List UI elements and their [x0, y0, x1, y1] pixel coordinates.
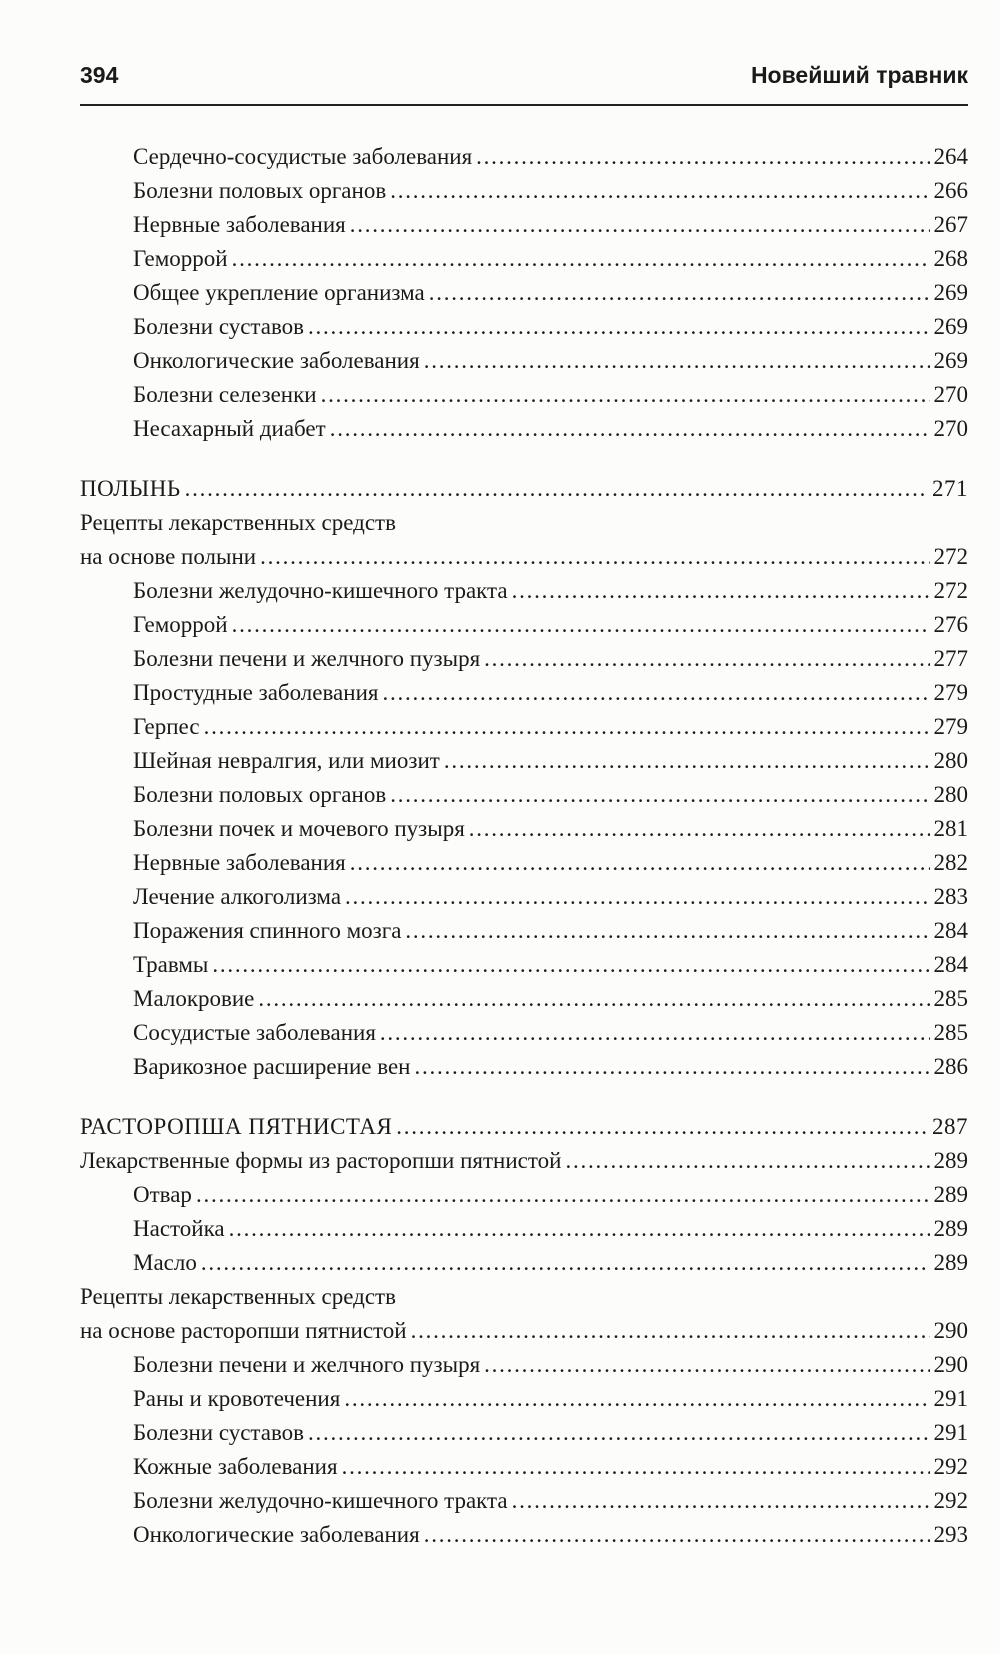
toc-entry-page: 279 [933, 714, 968, 739]
toc-entry-page: 264 [933, 144, 968, 169]
toc-entry-page: 292 [933, 1488, 968, 1513]
toc-entry-page: 276 [933, 612, 968, 637]
dot-leader [390, 174, 929, 208]
toc-entry-polyn-recipes-line1[interactable]: Рецепты лекарственных средств [80, 510, 396, 535]
toc-entry-page: 279 [933, 680, 968, 705]
toc-entry-page: 267 [933, 212, 968, 237]
toc-entry-label: Сердечно-сосудистые заболевания [133, 144, 473, 169]
toc-entry-label: Герпес [133, 714, 200, 739]
dot-leader [424, 1518, 930, 1552]
toc-entry-label: Болезни почек и мочевого пузыря [133, 816, 465, 841]
toc-entry-label: Несахарный диабет [133, 416, 326, 441]
toc-entry-rastoropsha[interactable]: РАСТОРОПША ПЯТНИСТАЯ . . . 287 [80, 1110, 968, 1144]
dot-leader [342, 1450, 930, 1484]
toc-entry-label: Геморрой [133, 612, 228, 637]
toc-entry-page: 285 [933, 1020, 968, 1045]
header-rule [80, 104, 968, 106]
toc-entry-page: 270 [933, 382, 968, 407]
dot-leader [229, 1212, 930, 1246]
toc-entry[interactable] [80, 276, 968, 310]
toc-entry-page: 289 [933, 1216, 968, 1241]
dot-leader [405, 914, 929, 948]
dot-leader [232, 608, 930, 642]
toc-entry[interactable] [80, 378, 968, 412]
toc-entry-page: 280 [933, 748, 968, 773]
toc-entry-page: 281 [933, 816, 968, 841]
toc-entry-label: Болезни селезенки [133, 382, 317, 407]
dot-leader [308, 310, 929, 344]
toc-entry-label: Кожные заболевания [133, 1454, 338, 1479]
dot-leader [330, 412, 930, 446]
toc-entry[interactable] [80, 174, 968, 208]
toc-entry-label: Настойка [133, 1216, 225, 1241]
toc-entry-label: Сосудистые заболевания [133, 1020, 376, 1045]
toc-entry[interactable] [80, 1050, 968, 1084]
dot-leader [232, 242, 930, 276]
toc-entry-label: Варикозное расширение вен [133, 1054, 411, 1079]
toc-entry-label: Болезни желудочно-кишечного тракта [133, 1488, 508, 1513]
dot-leader [484, 1348, 929, 1382]
toc-entry-label: Болезни желудочно-кишечного тракта [133, 578, 508, 603]
toc-entry-page: 282 [933, 850, 968, 875]
toc-entry[interactable] [80, 1178, 968, 1212]
toc-entry-label: Простудные заболевания [133, 680, 379, 705]
toc-entry-label: Шейная невралгия, или миозит [133, 748, 440, 773]
toc-entry-page: 272 [933, 578, 968, 603]
toc-entry[interactable] [80, 914, 968, 948]
toc-entry[interactable] [80, 846, 968, 880]
toc-entry[interactable] [80, 676, 968, 710]
toc-entry-label: Малокровие [133, 986, 255, 1011]
toc-entry[interactable] [80, 1416, 968, 1450]
dot-leader [424, 344, 930, 378]
toc-entry[interactable] [80, 710, 968, 744]
dot-leader [308, 1416, 929, 1450]
toc-entry[interactable] [80, 140, 968, 174]
toc-entry-label: Болезни суставов [133, 1420, 305, 1445]
toc-entry[interactable] [80, 1016, 968, 1050]
toc-entry-label: Общее укрепление организма [133, 280, 425, 305]
toc-entry-label: Травмы [133, 952, 209, 977]
toc-entry[interactable] [80, 812, 968, 846]
toc-entry-page: 268 [933, 246, 968, 271]
toc-entry-page: 289 [933, 1182, 968, 1207]
toc-entry-label: Геморрой [133, 246, 228, 271]
toc-group-1 [80, 140, 968, 446]
toc-entry[interactable] [80, 208, 968, 242]
toc-entry[interactable] [80, 642, 968, 676]
toc-entry[interactable] [80, 412, 968, 446]
toc-entry-label: Лечение алкоголизма [133, 884, 342, 909]
dot-leader [484, 642, 929, 676]
toc-entry-label: Болезни суставов [133, 314, 305, 339]
toc-entry-page: 269 [933, 348, 968, 373]
toc-entry-page: 284 [933, 918, 968, 943]
toc-entry-label: Отвар [133, 1182, 192, 1207]
toc-group-3 [80, 1178, 968, 1280]
toc-entry-rast-recipes-line1[interactable]: Рецепты лекарственных средств [80, 1284, 396, 1309]
toc-entry-page: 291 [933, 1386, 968, 1411]
toc-entry-label: Поражения спинного мозга [133, 918, 402, 943]
toc-entry-page: 284 [933, 952, 968, 977]
book-title: Новейший травник [750, 62, 968, 88]
dot-leader [258, 982, 929, 1016]
dot-leader [414, 1050, 929, 1084]
toc-entry[interactable] [80, 608, 968, 642]
toc-entry-label: Онкологические заболевания [133, 348, 420, 373]
toc-entry-page: 286 [933, 1054, 968, 1079]
toc-entry[interactable] [80, 310, 968, 344]
dot-leader [196, 1178, 930, 1212]
toc-entry[interactable] [80, 344, 968, 378]
toc-entry-label: Болезни печени и желчного пузыря [133, 1352, 481, 1377]
toc-entry-label: Болезни печени и желчного пузыря [133, 646, 481, 671]
toc-entry-forms[interactable]: Лекарственные формы из расторопши пятнистой . . . 289 [80, 1144, 968, 1178]
toc-entry-label: Масло [133, 1250, 197, 1275]
toc-entry[interactable] [80, 1518, 968, 1552]
dot-leader [350, 846, 930, 880]
toc-entry[interactable] [80, 1382, 968, 1416]
dot-leader [382, 676, 929, 710]
toc-entry-label: Онкологические заболевания [133, 1522, 420, 1547]
dot-leader [444, 744, 930, 778]
dot-leader [512, 574, 930, 608]
toc-entry[interactable] [80, 1246, 968, 1280]
toc-entry[interactable] [80, 744, 968, 778]
toc-entry-page: 280 [933, 782, 968, 807]
toc-entry[interactable] [80, 778, 968, 812]
toc-entry-page: 293 [933, 1522, 968, 1547]
dot-leader [345, 880, 929, 914]
toc-entry[interactable] [80, 880, 968, 914]
table-of-contents [80, 140, 968, 1552]
dot-leader [512, 1484, 930, 1518]
toc-entry[interactable] [80, 982, 968, 1016]
dot-leader [380, 1016, 930, 1050]
page-number: 394 [80, 62, 119, 88]
toc-entry[interactable] [80, 1450, 968, 1484]
toc-entry[interactable] [80, 1212, 968, 1246]
toc-entry-page: 290 [933, 1352, 968, 1377]
toc-entry[interactable] [80, 574, 968, 608]
dot-leader [350, 208, 930, 242]
toc-entry-label: Нервные заболевания [133, 850, 346, 875]
toc-entry-page: 270 [933, 416, 968, 441]
toc-entry-label: Раны и кровотечения [133, 1386, 341, 1411]
toc-entry-label: Нервные заболевания [133, 212, 346, 237]
toc-entry-page: 269 [933, 280, 968, 305]
toc-entry-label: Болезни половых органов [133, 782, 387, 807]
toc-entry-polyn[interactable]: ПОЛЫНЬ . . . 271 [80, 472, 968, 506]
toc-entry[interactable] [80, 948, 968, 982]
toc-entry-page: 285 [933, 986, 968, 1011]
toc-entry[interactable] [80, 1484, 968, 1518]
toc-group-2 [80, 574, 968, 1084]
dot-leader [390, 778, 929, 812]
dot-leader [344, 1382, 929, 1416]
dot-leader [429, 276, 930, 310]
toc-entry-page: 266 [933, 178, 968, 203]
toc-entry[interactable] [80, 242, 968, 276]
dot-leader [212, 948, 929, 982]
toc-entry[interactable] [80, 1348, 968, 1382]
dot-leader [204, 710, 930, 744]
toc-entry-page: 283 [933, 884, 968, 909]
dot-leader [321, 378, 930, 412]
page-header [80, 56, 968, 96]
toc-entry-page: 277 [933, 646, 968, 671]
toc-entry-label: Болезни половых органов [133, 178, 387, 203]
toc-entry-page: 291 [933, 1420, 968, 1445]
dot-leader [469, 812, 930, 846]
toc-entry-page: 269 [933, 314, 968, 339]
dot-leader [201, 1246, 930, 1280]
toc-entry-polyn-recipes[interactable]: на основе полыни . . . 272 [80, 540, 968, 574]
dot-leader [476, 140, 929, 174]
toc-group-4 [80, 1348, 968, 1552]
toc-entry-rast-recipes[interactable]: на основе расторопши пятнистой . . . 290 [80, 1314, 968, 1348]
toc-entry-page: 289 [933, 1250, 968, 1275]
toc-entry-page: 292 [933, 1454, 968, 1479]
